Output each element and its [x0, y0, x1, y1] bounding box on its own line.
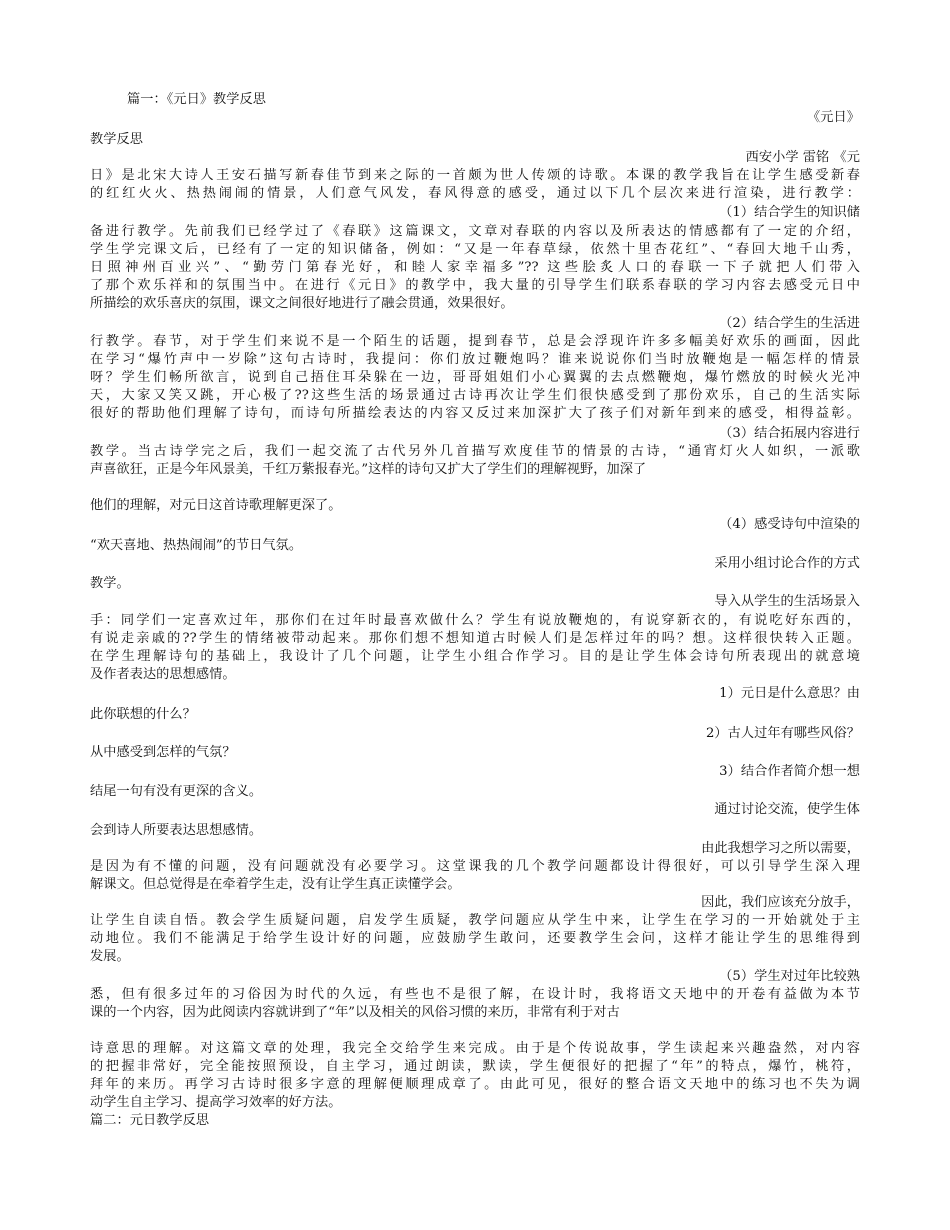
text-line: 采用小组讨论合作的方式: [714, 556, 860, 571]
text-line: 日照神州百业兴”、“勤劳门第春光好，和睦人家幸福多”?? 这些脍炙人口的春联一下子就把人们带入: [90, 260, 860, 275]
text-line: 教学反思: [90, 132, 143, 147]
text-line: 有说走亲戚的??学生的情绪被带动起来。那你们想不想知道古时候人们是怎样过年的吗？想。这样很快转入正题。: [90, 631, 860, 646]
text-line: “欢天喜地、热热闹闹”的节日气氛。: [90, 538, 303, 553]
text-line: 在学生理解诗句的基础上，我设计了几个问题，让学生小组合作学习。目的是让学生体会诗句所表现出的就意境: [90, 649, 860, 664]
text-line: 诗意思的理解。对这篇文章的处理，我完全交给学生来完成。由于是个传说故事，学生读起来兴趣盎然，对内容: [90, 1041, 860, 1056]
text-line: 是因为有不懂的问题，没有问题就没有必要学习。这堂课我的几个教学问题都设计得很好，可以引导学生深入理: [90, 859, 860, 874]
text-line: （1）结合学生的知识储: [719, 205, 860, 220]
text-line: 他们的理解，对元日这首诗歌理解更深了。: [90, 498, 342, 513]
text-line: （2）结合学生的生活进: [719, 316, 860, 331]
text-line: 手：同学们一定喜欢过年，那你们在过年时最喜欢做什么？学生有说放鞭炮的，有说穿新衣的，有说吃好东西的，: [90, 613, 860, 628]
text-line: 3）结合作者简介想一想: [719, 764, 860, 779]
text-line: 此你联想的什么？: [90, 707, 196, 722]
text-line: 让学生自读自悟。教会学生质疑问题，启发学生质疑，教学问题应从学生中来，让学生在学习的一开始就处于主: [90, 913, 860, 928]
text-line: 日》是北宋大诗人王安石描写新春佳节到来之际的一首颇为世人传颂的诗歌。本课的教学我旨在让学生感受新春: [90, 168, 860, 183]
text-line: 学生学完课文后，已经有了一定的知识储备，例如：“又是一年春草绿，依然十里杏花红”、“春回大地千山秀，: [90, 242, 860, 257]
text-line: 悉，但有很多过年的习俗因为时代的久远，有些也不是很了解，在设计时，我将语文天地中的开卷有益做为本节: [90, 987, 860, 1002]
text-line: （4）感受诗句中渲染的: [719, 517, 860, 532]
text-line: 行教学。春节，对于学生们来说不是一个陌生的话题，提到春节，总是会浮现许许多多幅美好欢乐的画面，因此: [90, 334, 860, 349]
text-line: 课的一个内容，因为此阅读内容就讲到了“年”以及相关的风俗习惯的来历，非常有利于对古: [90, 1005, 620, 1020]
text-line: 的把握非常好，完全能按照预设，自主学习，通过朗读，默读，学生便很好的把握了“年”的特点，爆竹，桃符，: [90, 1059, 860, 1074]
text-line: 因此，我们应该充分放手，: [701, 895, 860, 910]
text-line: 动学生自主学习、提高学习效率的好方法。: [90, 1095, 342, 1110]
text-line: 教学。: [90, 576, 130, 591]
section-title-2: 篇二：元日教学反思: [90, 1113, 210, 1128]
text-line: 备进行教学。先前我们已经学过了《春联》这篇课文，文章对春联的内容以及所表达的情感都有了一定的介绍，: [90, 224, 860, 239]
text-line: 拜年的来历。再学习古诗时很多字意的理解便顺理成章了。由此可见，很好的整合语文天地中的练习也不失为调: [90, 1077, 860, 1092]
text-line: 从中感受到怎样的气氛？: [90, 745, 236, 760]
section-title-1: 篇一：《元日》教学反思: [127, 92, 267, 107]
text-line: 在学习“爆竹声中一岁除”这句古诗时，我提问：你们放过鞭炮吗？谁来说说你们当时放鞭炮是一幅怎样的情景: [90, 352, 860, 367]
text-line: 1）元日是什么意思？由: [719, 686, 860, 701]
text-line: 《元日》: [807, 110, 860, 125]
text-line: 会到诗人所要表达思想感情。: [90, 823, 263, 838]
text-line: （5）学生对过年比较熟: [719, 969, 860, 984]
text-line: 及作者表达的思想感情。: [90, 667, 236, 682]
text-line: 动地位。我们不能满足于给学生设计好的问题，应鼓励学生敢问，还要教学生会问，这样才能让学生的思维得到: [90, 931, 860, 946]
text-line: 很好的帮助他们理解了诗句，而诗句所描绘表达的内容又反过来加深扩大了孩子们对新年到来的感受，相得益彰。: [90, 406, 860, 421]
text-line: （3）结合拓展内容进行: [719, 426, 860, 441]
text-line: 的红红火火、热热闹闹的情景，人们意气风发，春风得意的感受，通过以下几个层次来进行渲染，进行教学：: [90, 186, 860, 201]
author-line: 西安小学 雷铭 《元: [745, 150, 860, 165]
text-line: 发展。: [90, 949, 130, 964]
text-line: 解课文。但总觉得是在牵着学生走，没有让学生真正读懂学会。: [90, 877, 461, 892]
text-line: 2）古人过年有哪些风俗？: [705, 726, 860, 741]
text-line: 由此我想学习之所以需要，: [701, 841, 860, 856]
text-line: 教学。当古诗学完之后，我们一起交流了古代另外几首描写欢度佳节的情景的古诗，“通宵灯火人如织，一派歌: [90, 444, 860, 459]
text-line: 声喜欲狂，正是今年风景美，千红万紫报春光。”这样的诗句又扩大了学生们的理解视野，加深了: [90, 462, 647, 477]
text-line: 了那个欢乐祥和的氛围当中。在进行《元日》的教学中，我大量的引导学生们联系春联的学习内容去感受元日中: [90, 278, 860, 293]
text-line: 结尾一句有没有更深的含义。: [90, 784, 263, 799]
text-line: 所描绘的欢乐喜庆的氛围，课文之间很好地进行了融会贯通，效果很好。: [90, 296, 514, 311]
text-line: 天，大家又笑又跳，开心极了??这些生活的场景通过古诗再次让学生们很快感受到了那份欢乐，自己的生活实际: [90, 388, 860, 403]
text-line: 呀？学生们畅所欲言，说到自己捂住耳朵躲在一边，哥哥姐姐们小心翼翼的去点燃鞭炮，爆竹燃放的时候火光冲: [90, 370, 860, 385]
text-line: 导入从学生的生活场景入: [714, 594, 860, 609]
text-line: 通过讨论交流，使学生体: [714, 802, 860, 817]
